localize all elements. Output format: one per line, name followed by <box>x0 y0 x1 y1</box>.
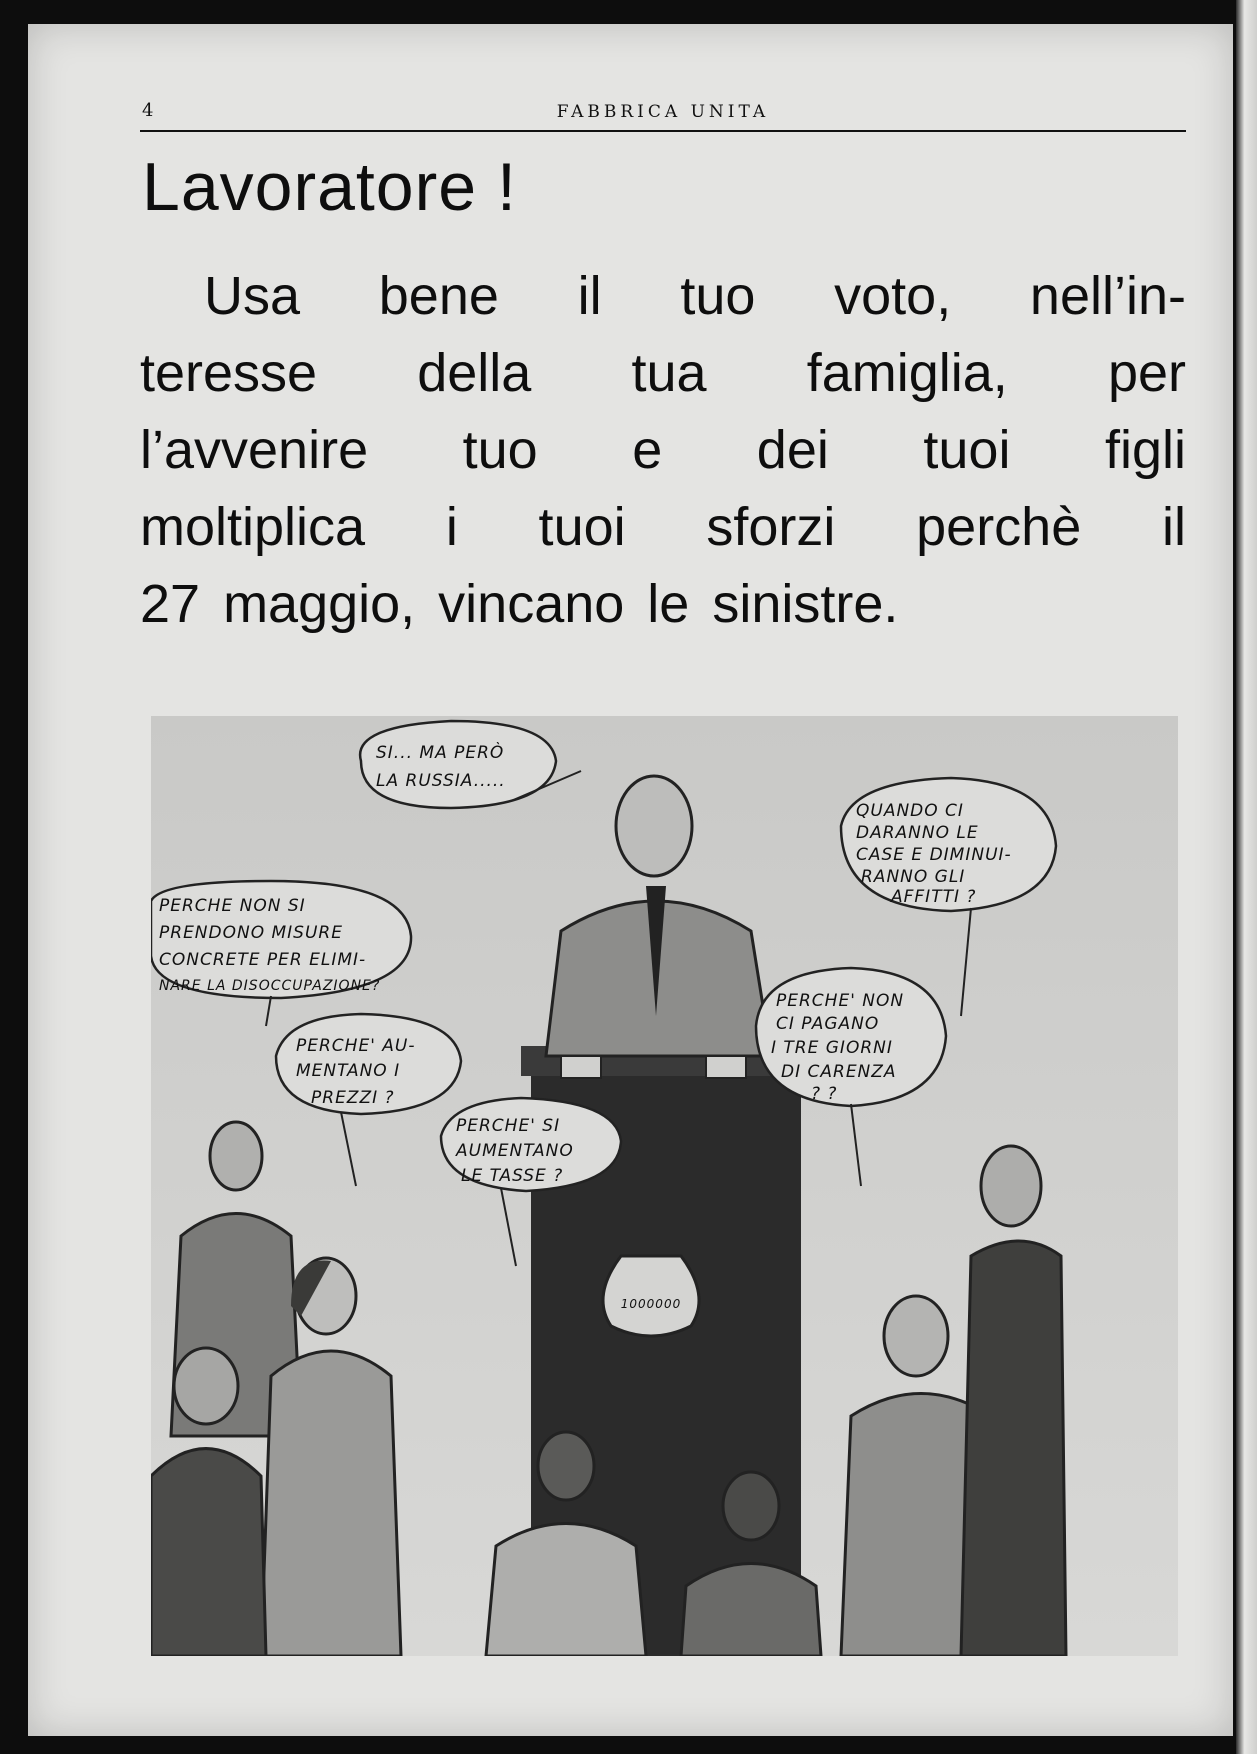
appeal-line: Usa bene il tuo voto, nell’in- <box>204 266 1186 326</box>
appeal-line: moltiplica i tuoi sforzi perchè il <box>140 497 1186 557</box>
appeal-line: 27 maggio, vincano le sinistre. <box>140 574 899 634</box>
page-header <box>140 100 1186 132</box>
bubble-line: DARANNO LE <box>856 823 979 843</box>
headline: Lavoratore ! <box>142 149 517 225</box>
bubble-line: PRENDONO MISURE <box>159 923 343 943</box>
money-bag-label: 1000000 <box>620 1297 682 1311</box>
bubble-line: PERCHE' AU- <box>296 1036 416 1056</box>
bubble-line: NARE LA DISOCCUPAZIONE? <box>159 978 381 994</box>
page-number: 4 <box>142 100 154 121</box>
bubble-line: ? ? <box>811 1084 838 1104</box>
bubble-line: DI CARENZA <box>781 1062 897 1082</box>
bubble-line: AUMENTANO <box>456 1141 574 1161</box>
bubble-line: PREZZI ? <box>311 1088 395 1108</box>
bubble-line: PERCHE NON SI <box>159 896 306 916</box>
bubble-line: PERCHE' SI <box>456 1116 561 1136</box>
bubble-line: LE TASSE ? <box>461 1166 564 1186</box>
bubble-line: I TRE GIORNI <box>771 1038 893 1058</box>
bubble-line: CASE E DIMINUI- <box>856 845 1012 865</box>
appeal-text <box>140 258 1186 643</box>
page-edge <box>1236 0 1257 1754</box>
bubble-line: LA RUSSIA..... <box>376 771 506 791</box>
bubble-line: AFFITTI ? <box>891 887 977 907</box>
bubble-line: PERCHE' NON <box>776 991 905 1011</box>
political-cartoon <box>151 716 1178 1656</box>
journal-title: FABBRICA UNITA <box>556 102 770 122</box>
bubble-line: CI PAGANO <box>776 1014 880 1034</box>
bubble-line: MENTANO I <box>296 1061 401 1081</box>
bubble-line: RANNO GLI <box>861 867 966 887</box>
appeal-line: teresse della tua famiglia, per <box>140 343 1186 403</box>
money-bag <box>603 1256 699 1336</box>
bubble-line: CONCRETE PER ELIMI- <box>159 950 367 970</box>
bubble-line: QUANDO CI <box>856 801 964 821</box>
bubble-line: SI... MA PERÒ <box>376 743 505 763</box>
appeal-line: l’avvenire tuo e dei tuoi figli <box>140 420 1186 480</box>
